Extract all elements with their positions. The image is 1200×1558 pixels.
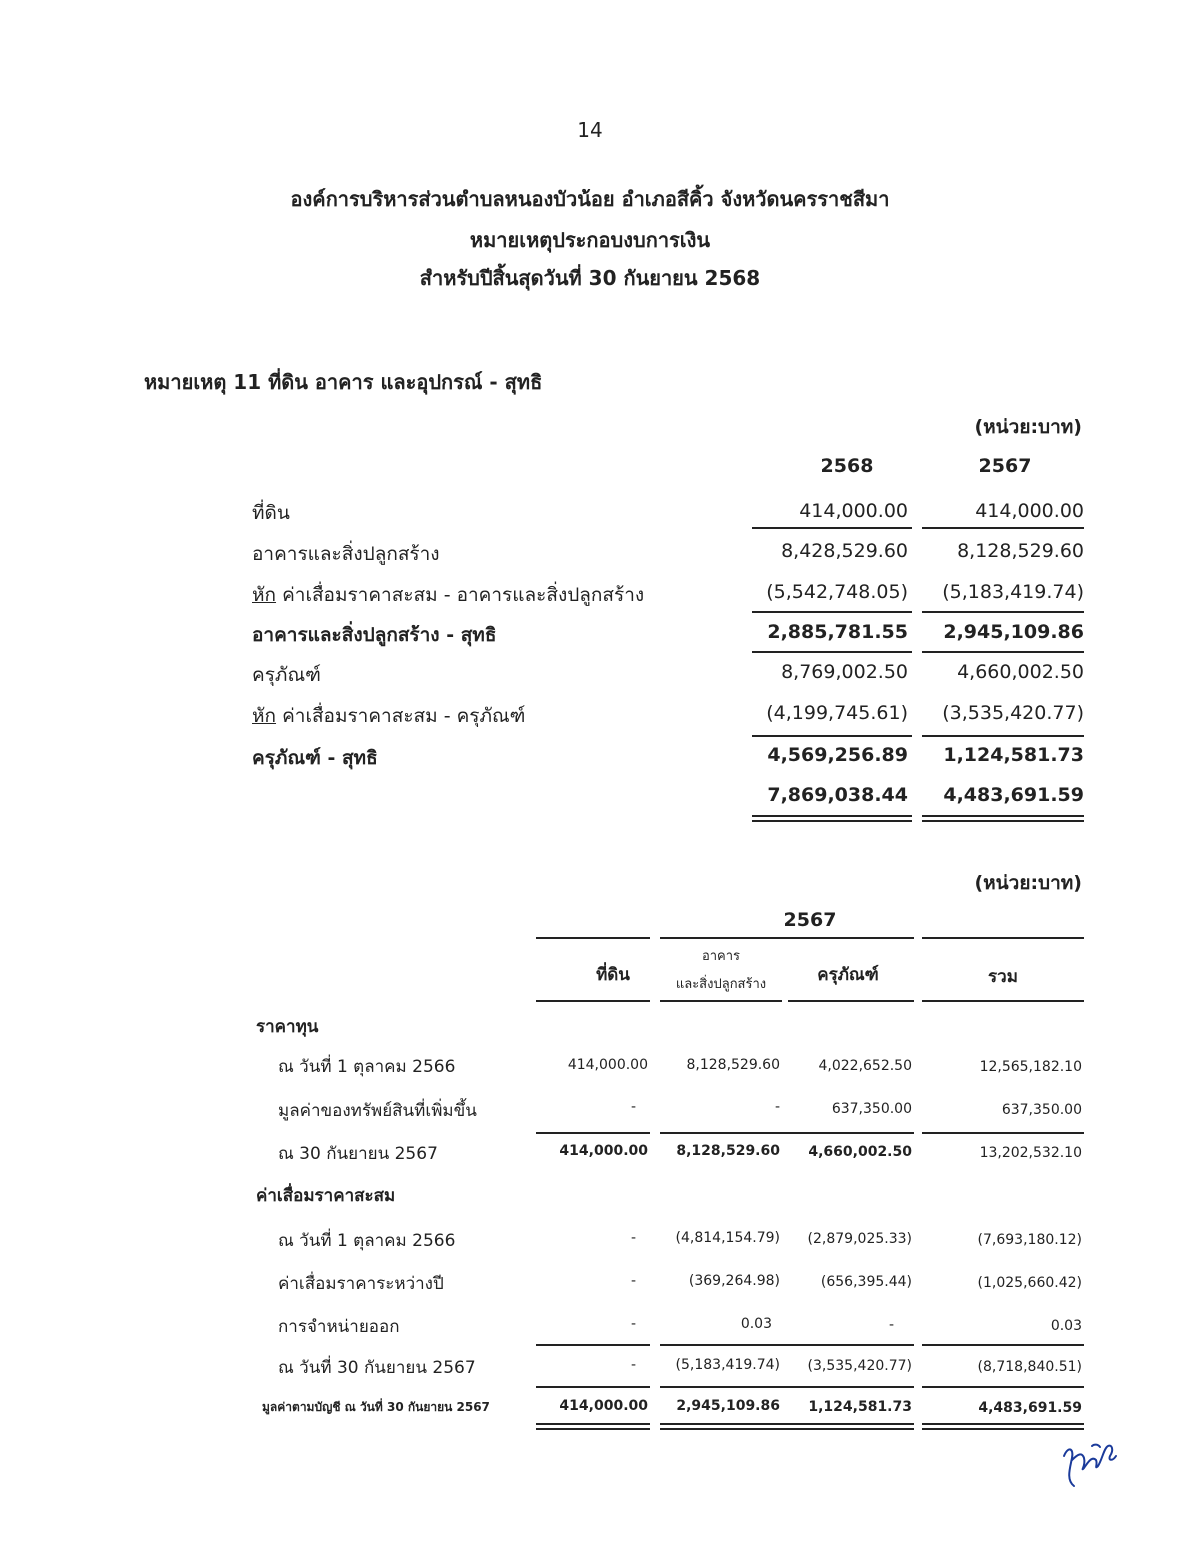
cost-total: 12,565,182.10	[979, 1059, 1082, 1075]
dep-equipment: -	[888, 1317, 894, 1333]
double-rule	[536, 1428, 650, 1430]
rule	[782, 1132, 914, 1134]
cost-total: 637,350.00	[1001, 1102, 1082, 1118]
rule	[922, 1000, 1084, 1002]
row-label-text: ค่าเสื่อมราคาสะสม - อาคารและสิ่งปลูกสร้าง	[276, 584, 645, 606]
nbv-land: 414,000.00	[559, 1398, 648, 1414]
dep-building: (5,183,419.74)	[675, 1357, 780, 1373]
cost-building: -	[774, 1099, 780, 1115]
rule	[922, 611, 1084, 613]
row-label-text: ค่าเสื่อมราคาสะสม - ครุภัณฑ์	[276, 705, 526, 727]
rule	[752, 651, 912, 653]
rule	[536, 1132, 650, 1134]
rule	[922, 1132, 1084, 1134]
value-equipment-dep-2567: (3,535,420.77)	[942, 702, 1084, 724]
dep-row-label: การจำหน่ายออก	[278, 1317, 400, 1337]
dep-total: (8,718,840.51)	[977, 1359, 1082, 1375]
column-header-building-line1: อาคาร	[701, 949, 741, 964]
rule	[536, 937, 650, 939]
nbv-building: 2,945,109.86	[676, 1398, 780, 1414]
rule	[752, 611, 912, 613]
rule	[922, 527, 1084, 529]
total-2567: 4,483,691.59	[943, 784, 1084, 806]
rule	[536, 1344, 650, 1346]
rule	[782, 1386, 914, 1388]
row-label-equipment: ครุภัณฑ์	[252, 664, 321, 686]
row-label-equipment-depreciation	[252, 701, 525, 731]
section-cost: ราคาทุน	[256, 1017, 319, 1037]
dep-total: (7,693,180.12)	[977, 1232, 1082, 1248]
cost-equipment: 637,350.00	[831, 1101, 912, 1117]
dep-total: (1,025,660.42)	[977, 1275, 1082, 1291]
rule	[660, 937, 914, 939]
double-rule	[660, 1428, 782, 1430]
value-buildings-2567: 8,128,529.60	[957, 540, 1084, 562]
dep-equipment: (2,879,025.33)	[807, 1231, 912, 1247]
value-equipment-2568: 8,769,002.50	[781, 661, 908, 683]
rule	[536, 1386, 650, 1388]
value-buildings-dep-2567: (5,183,419.74)	[942, 581, 1084, 603]
double-rule	[660, 1423, 782, 1425]
dep-land: -	[630, 1273, 636, 1289]
signature-stroke	[1064, 1445, 1116, 1486]
signature-mark	[1058, 1436, 1122, 1496]
value-equipment-net-2568: 4,569,256.89	[767, 744, 908, 766]
period-title: สำหรับปีสิ้นสุดวันที่ 30 กันยายน 2568	[419, 266, 761, 290]
cost-equipment: 4,660,002.50	[808, 1144, 912, 1160]
rule	[922, 735, 1084, 737]
double-rule	[752, 820, 912, 822]
double-rule	[922, 815, 1084, 817]
rule	[660, 1132, 782, 1134]
less-prefix: หัก	[252, 705, 277, 727]
dep-row-label: ณ วันที่ 30 กันยายน 2567	[278, 1358, 476, 1378]
rule	[660, 1386, 782, 1388]
double-rule	[922, 1428, 1084, 1430]
document-title: หมายเหตุประกอบงบการเงิน	[469, 228, 711, 252]
dep-equipment: (3,535,420.77)	[807, 1358, 912, 1374]
value-equipment-dep-2568: (4,199,745.61)	[766, 702, 908, 724]
dep-land: -	[630, 1316, 636, 1332]
nbv-label: มูลค่าตามบัญชี ณ วันที่ 30 กันยายน 2567	[262, 1400, 490, 1414]
dep-building: 0.03	[740, 1316, 772, 1332]
cost-row-label: ณ 30 กันยายน 2567	[278, 1144, 438, 1164]
value-buildings-dep-2568: (5,542,748.05)	[766, 581, 908, 603]
nbv-equipment: 1,124,581.73	[808, 1399, 912, 1415]
row-label-land: ที่ดิน	[252, 502, 290, 524]
value-buildings-2568: 8,428,529.60	[781, 540, 908, 562]
value-equipment-net-2567: 1,124,581.73	[943, 744, 1084, 766]
double-rule	[752, 815, 912, 817]
note-title: หมายเหตุ 11 ที่ดิน อาคาร และอุปกรณ์ - สุทธิ	[144, 370, 543, 394]
row-label-buildings-net: อาคารและสิ่งปลูกสร้าง - สุทธิ	[252, 624, 497, 646]
dep-equipment: (656,395.44)	[820, 1274, 912, 1290]
rule	[922, 651, 1084, 653]
unit-label: (หน่วย:บาท)	[974, 872, 1082, 894]
rule	[922, 1386, 1084, 1388]
cost-land: 414,000.00	[559, 1143, 648, 1159]
cost-row-label: มูลค่าของทรัพย์สินที่เพิ่มขึ้น	[278, 1101, 477, 1121]
rule	[922, 1344, 1084, 1346]
year-header-2567: 2567	[978, 455, 1032, 477]
column-header-equipment: ครุภัณฑ์	[817, 965, 879, 985]
organization-name: องค์การบริหารส่วนตำบลหนองบัวน้อย อำเภอสีคิ้ว จังหวัดนครราชสีมา	[290, 187, 890, 211]
dep-building: (4,814,154.79)	[675, 1230, 780, 1246]
rule	[752, 735, 912, 737]
rule	[752, 527, 912, 529]
dep-row-label: ค่าเสื่อมราคาระหว่างปี	[278, 1274, 444, 1294]
total-2568: 7,869,038.44	[767, 784, 908, 806]
rule	[536, 1000, 650, 1002]
double-rule	[922, 820, 1084, 822]
row-label-equipment-net: ครุภัณฑ์ - สุทธิ	[252, 747, 378, 769]
rule	[788, 1000, 914, 1002]
column-header-building-line2: และสิ่งปลูกสร้าง	[675, 977, 767, 992]
column-header-total: รวม	[988, 967, 1018, 987]
cost-equipment: 4,022,652.50	[818, 1058, 912, 1074]
rule	[922, 937, 1084, 939]
cost-land: 414,000.00	[567, 1057, 648, 1073]
dep-building: (369,264.98)	[688, 1273, 780, 1289]
value-land-2568: 414,000.00	[799, 500, 908, 522]
double-rule	[536, 1423, 650, 1425]
dep-land: -	[630, 1357, 636, 1373]
double-rule	[782, 1423, 914, 1425]
cost-land: -	[630, 1099, 636, 1115]
unit-label: (หน่วย:บาท)	[974, 416, 1082, 438]
double-rule	[922, 1423, 1084, 1425]
nbv-total: 4,483,691.59	[978, 1400, 1082, 1416]
value-land-2567: 414,000.00	[975, 500, 1084, 522]
rule	[660, 1344, 782, 1346]
page-number: 14	[577, 118, 603, 142]
year-header-2568: 2568	[820, 455, 874, 477]
value-equipment-2567: 4,660,002.50	[957, 661, 1084, 683]
value-buildings-net-2567: 2,945,109.86	[943, 621, 1084, 643]
rule	[782, 1344, 914, 1346]
dep-total: 0.03	[1050, 1318, 1082, 1334]
dep-land: -	[630, 1230, 636, 1246]
value-buildings-net-2568: 2,885,781.55	[767, 621, 908, 643]
section-depreciation: ค่าเสื่อมราคาสะสม	[256, 1186, 396, 1206]
cost-total: 13,202,532.10	[979, 1145, 1082, 1161]
column-header-land: ที่ดิน	[596, 965, 630, 985]
less-prefix: หัก	[252, 584, 277, 606]
row-label-buildings-depreciation	[252, 580, 644, 610]
double-rule	[782, 1428, 914, 1430]
year-header-2567: 2567	[783, 909, 837, 931]
dep-row-label: ณ วันที่ 1 ตุลาคม 2566	[278, 1231, 456, 1251]
row-label-buildings: อาคารและสิ่งปลูกสร้าง	[252, 543, 440, 565]
cost-row-label: ณ วันที่ 1 ตุลาคม 2566	[278, 1057, 456, 1077]
cost-building: 8,128,529.60	[686, 1057, 780, 1073]
signature-icon	[1058, 1436, 1122, 1492]
rule	[660, 1000, 782, 1002]
cost-building: 8,128,529.60	[676, 1143, 780, 1159]
